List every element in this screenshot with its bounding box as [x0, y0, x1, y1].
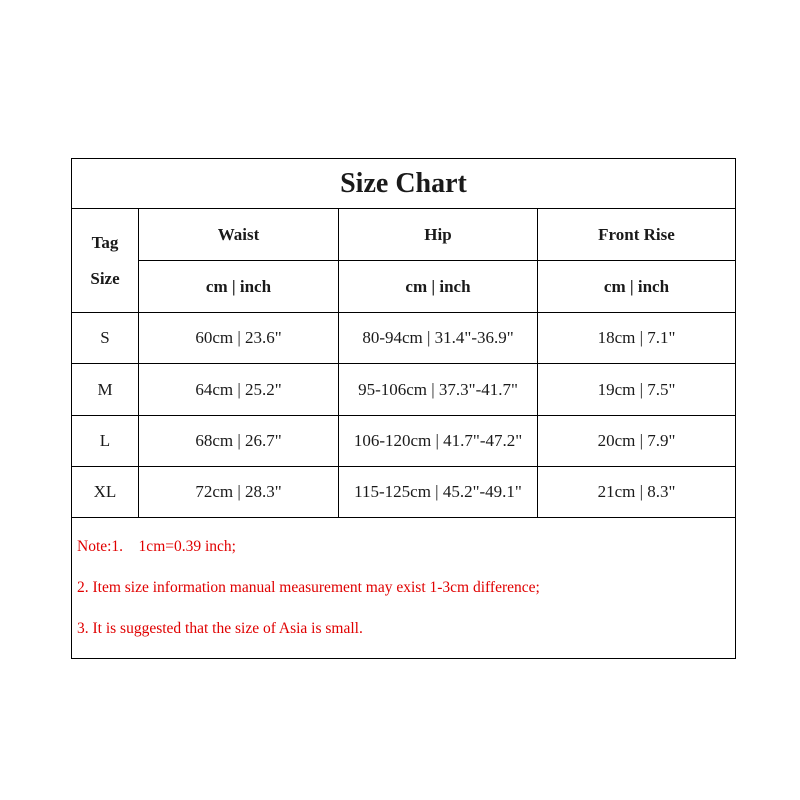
waist-cell: 64cm | 25.2"	[195, 379, 282, 399]
front-rise-cell: 18cm | 7.1"	[597, 328, 676, 347]
size-chart-table	[71, 158, 736, 659]
tag-label: Tag	[91, 232, 119, 252]
note-line: 2. Item size information manual measurement may exist 1-3cm difference;	[77, 579, 540, 596]
note-line: 3. It is suggested that the size of Asia is small.	[77, 620, 363, 637]
size-label: Size	[90, 268, 120, 288]
unit-header-hip: cm | inch	[405, 276, 471, 296]
chart-title: Size Chart	[72, 159, 735, 209]
hip-cell: 95-106cm | 37.3"-41.7"	[358, 379, 518, 399]
note-line: Note:1. 1cm=0.39 inch;	[77, 538, 236, 555]
size-cell: S	[100, 328, 110, 347]
front-rise-cell: 21cm | 8.3"	[597, 482, 676, 501]
waist-cell: 68cm | 26.7"	[195, 431, 282, 450]
hip-cell: 115-125cm | 45.2"-49.1"	[354, 482, 522, 501]
column-header-waist: Waist	[217, 224, 260, 244]
unit-header-waist: cm | inch	[205, 276, 272, 296]
grid-line	[72, 517, 735, 518]
hip-cell: 80-94cm | 31.4"-36.9"	[362, 328, 514, 347]
size-cell: M	[97, 379, 113, 399]
size-cell: L	[99, 431, 111, 450]
unit-header-front-rise: cm | inch	[603, 276, 670, 296]
column-header-hip: Hip	[424, 224, 452, 244]
size-cell: XL	[93, 482, 117, 501]
front-rise-cell: 19cm | 7.5"	[597, 379, 676, 399]
tag-size-header	[72, 209, 138, 312]
column-header-front-rise: Front Rise	[598, 224, 675, 244]
hip-cell: 106-120cm | 41.7"-47.2"	[353, 431, 523, 450]
waist-cell: 72cm | 28.3"	[195, 482, 282, 501]
front-rise-cell: 20cm | 7.9"	[597, 431, 676, 450]
waist-cell: 60cm | 23.6"	[195, 328, 282, 347]
